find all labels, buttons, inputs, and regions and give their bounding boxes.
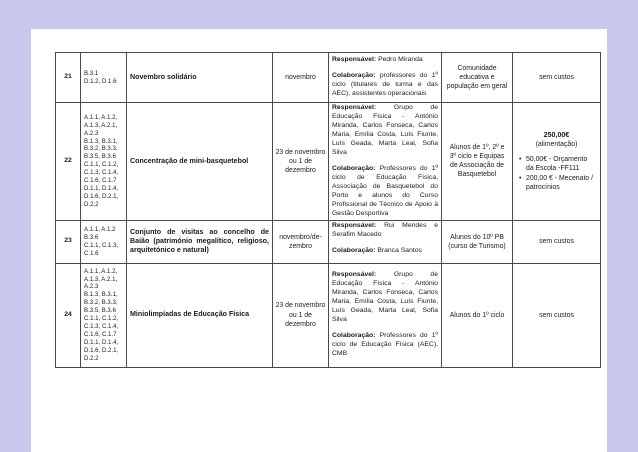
objective-codes: A.1.1, A.1.2, A.1.3, A.2.1, A.2.3 B.1.3, B.3.1, B.3.2, B.3.3, B.3.5, B.3.6 C.1.1, C.1.2, C.1.3, C.1.4, C.1.6, C.1.7 D.1.1, D.1.4, D.1.6, D.2.1, D.2.2 bbox=[81, 263, 127, 367]
activity-title: Miniolimpíadas de Educação Física bbox=[127, 263, 273, 367]
cost-cell: sem custos bbox=[513, 53, 601, 103]
activity-title: Novembro solidário bbox=[127, 53, 273, 103]
list-item: • 50,00€ - Orçamento da Escola -FF111 bbox=[519, 156, 588, 173]
table-row bbox=[56, 220, 601, 263]
activity-date: 23 de novembro ou 1 de dezembro bbox=[273, 263, 329, 367]
objective-codes: B.3.1 D.1.2, D.1.6 bbox=[81, 53, 127, 103]
activity-date: novembro bbox=[273, 53, 329, 103]
row-number: 24 bbox=[56, 263, 81, 367]
activity-title: Conjunto de visitas ao concelho de Baião (património megalítico, religioso, arquitetónico e natural) bbox=[127, 220, 273, 263]
responsible-cell: Responsável: Pedro Miranda Colaboração: professores do 1º ciclo (titulares de turma e das AEC), assistentes operacionais bbox=[329, 53, 442, 103]
responsible-cell: Responsável: Grupo de Educação Física - António Miranda, Carlos Fonseca, Carlos Maria, Emília Costa, Luís Fiunte, Luís Geada, Marta Leal, Sofia Silva Colaboração: Professores do 1º ciclo de Educação Física, Associação de Basquetebol do Porto e alunos do Curso Profissional de Técnico de Apoio à Gestão Desportiva bbox=[329, 103, 442, 221]
table-row bbox=[56, 263, 601, 367]
target-audience: Alunos do 1º ciclo bbox=[442, 263, 513, 367]
table-row bbox=[56, 103, 601, 221]
target-audience: Alunos de 1º, 2º e 3º ciclo e Equipas de Associação de Basquetebol bbox=[442, 103, 513, 221]
list-item: • 200,00 € - Mecenato / patrocínios bbox=[519, 174, 594, 191]
cost-total: 250,00€ bbox=[543, 130, 570, 139]
table-row bbox=[56, 53, 601, 103]
cost-cell: sem custos bbox=[513, 263, 601, 367]
target-audience: Alunos do 10º PB (curso de Turismo) bbox=[442, 220, 513, 263]
cost-note: (alimentação) bbox=[535, 141, 578, 149]
activity-date: 23 de novembro ou 1 de dezembro bbox=[273, 103, 329, 221]
responsible-cell: Responsável: Rui Mendes e Serafim Macedo Colaboração: Branca Santos bbox=[329, 220, 442, 263]
responsible-cell: Responsável: Grupo de Educação Física - António Miranda, Carlos Fonseca, Carlos Maria, Emília Costa, Luís Fiunte, Luís Geada, Marta Leal, Sofia Silva Colaboração: Professores do 1º ciclo de Educação Física (AEC), CMB bbox=[329, 263, 442, 367]
cost-cell: sem custos bbox=[513, 220, 601, 263]
objective-codes: A.1.1, A.1.2 B.3.6 C.1.1, C.1.3, C.1.6 bbox=[81, 220, 127, 263]
cost-breakdown bbox=[519, 155, 594, 191]
activity-date: novembro/de-zembro bbox=[273, 220, 329, 263]
document-page bbox=[31, 29, 607, 452]
activity-title: Concentração de mini-basquetebol bbox=[127, 103, 273, 221]
target-audience: Comunidade educativa e população em geral bbox=[442, 53, 513, 103]
activities-table bbox=[55, 52, 601, 368]
cost-cell bbox=[513, 103, 601, 221]
objective-codes: A.1.1, A.1.2, A.1.3, A.2.1, A.2.3 B.1.3, B.3.1, B.3.2, B.3.3, B.3.5, B.3.6 C.1.1, C.1.2, C.1.3, C.1.4, C.1.6, C.1.7 D.1.1, D.1.4, D.1.6, D.2.1, D.2.2 bbox=[81, 103, 127, 221]
row-number: 21 bbox=[56, 53, 81, 103]
row-number: 23 bbox=[56, 220, 81, 263]
row-number: 22 bbox=[56, 103, 81, 221]
